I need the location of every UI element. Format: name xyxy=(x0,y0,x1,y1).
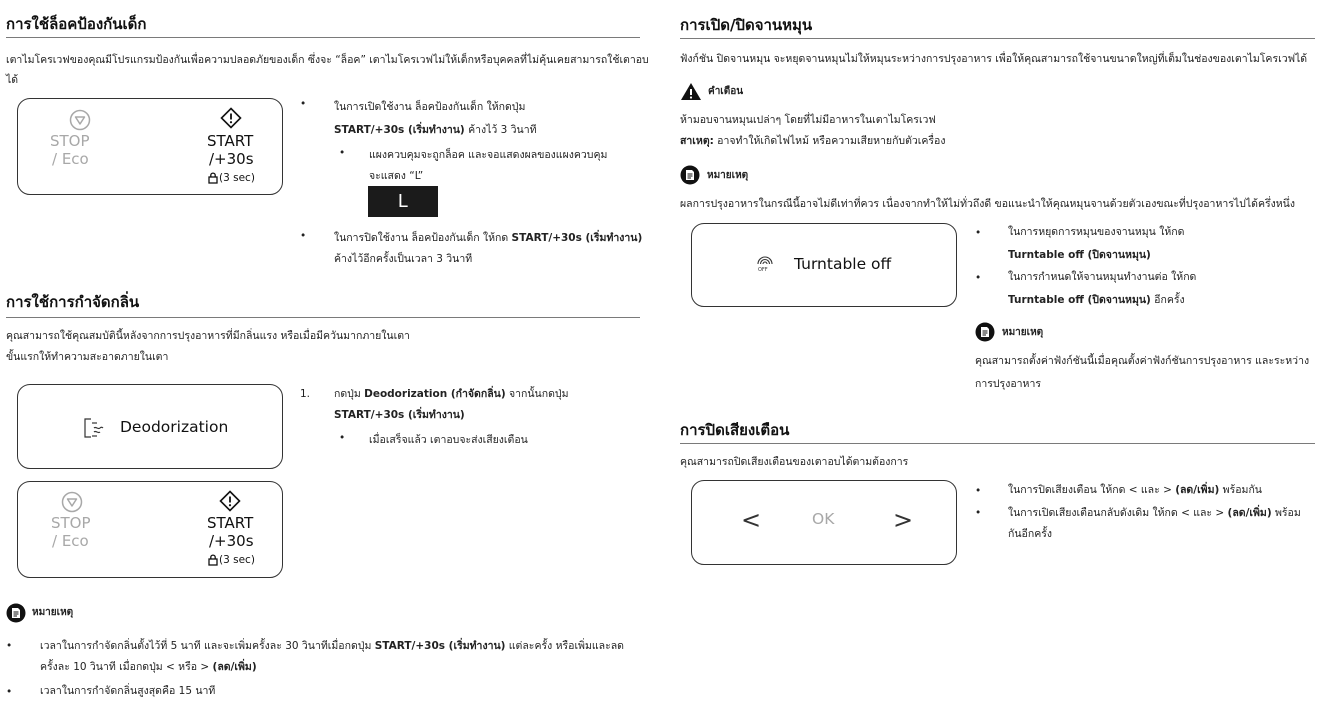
increase-arrow-button[interactable]: > xyxy=(893,506,914,534)
start-button-label[interactable]: START xyxy=(207,132,254,150)
bullet-marker: • xyxy=(300,98,307,110)
turntable-resume-text-2 xyxy=(1008,290,1185,310)
deodorization-desc-line1: คุณสามารถใช้คุณสมบัตินี้หลังจากการปรุงอาหารที่มีกลิ่นแรง หรือเมื่อมีควันมากภายในเตา xyxy=(6,330,410,342)
start-icon xyxy=(220,107,242,129)
turntable-heading: การเปิด/ปิดจานหมุน xyxy=(680,16,813,34)
note-item-1-line1 xyxy=(40,636,624,656)
note-icon xyxy=(6,603,26,623)
deodorization-heading: การใช้การกำจัดกลิ่น xyxy=(6,293,140,311)
stop-icon xyxy=(69,109,91,131)
sound-off-desc: คุณสามารถปิดเสียงเตือนของเตาอบได้ตามต้องการ xyxy=(680,456,909,468)
lock-icon xyxy=(208,554,218,566)
control-panel-child-lock xyxy=(17,98,283,195)
disable-intro: ในการปิดใช้งาน ล็อคป้องกันเด็ก ให้กด xyxy=(334,232,512,244)
turntable-resume-text: ในการกำหนดให้จานหมุนทำงานต่อ ให้กด xyxy=(1008,271,1197,283)
bullet-marker: • xyxy=(975,485,982,497)
hold-3sec-text: ค้างไว้ 3 วินาที xyxy=(464,124,537,136)
cause-label: สาเหตุ: xyxy=(680,135,714,147)
section-divider xyxy=(6,37,640,38)
note-title: หมายเหตุ xyxy=(707,170,749,181)
sound-off-intro: ในการปิดเสียงเตือน ให้กด < และ > xyxy=(1008,484,1176,496)
press-text: กดปุ่ม xyxy=(334,388,365,400)
arrow-buttons-ref: (ลด/เพิ่ม) xyxy=(1175,484,1220,496)
turntable-desc: ฟังก์ชัน ปิดจานหมุน จะหยุดจานหมุนไม่ให้หมุนระหว่างการปรุงอาหาร เพื่อให้คุณสามารถใช้จานขนาดใหญ่ที่เต็มในช่องของเตาไมโครเวฟได้ xyxy=(680,53,1308,65)
section-divider xyxy=(6,317,640,318)
sub-bullet-marker: • xyxy=(339,432,346,444)
child-lock-enable-text-2 xyxy=(334,120,537,140)
lcd-character: L xyxy=(397,191,409,212)
simultaneously-text: พร้อมกัน xyxy=(1219,484,1262,496)
stop-eco-label: / Eco xyxy=(52,532,89,550)
panel-locked-text: แผงควบคุมจะถูกล็อค และจอแสดงผลของแผงควบคุม xyxy=(369,149,608,161)
turntable-off-button-ref: Turntable off (ปิดจานหมุน) xyxy=(1008,294,1151,306)
control-panel-deodorization xyxy=(17,384,283,469)
lcd-display xyxy=(368,186,438,217)
start-plus30-label: /+30s xyxy=(209,150,254,168)
start-plus30-label: /+30s xyxy=(209,532,254,550)
display-shows-l-text: จะแสดง “L” xyxy=(369,170,424,182)
note-title: หมายเหตุ xyxy=(1002,327,1044,338)
note-text: แต่ละครั้ง หรือเพิ่มและลด xyxy=(505,640,624,652)
bullet-marker: • xyxy=(6,640,13,652)
control-panel-start xyxy=(17,481,283,578)
start-button-ref: START/+30s (เริ่มทำงาน) xyxy=(374,640,506,652)
warning-icon xyxy=(680,82,702,101)
off-tag: OFF xyxy=(758,267,768,273)
start-button-ref: START/+30s (เริ่มทำงาน) xyxy=(334,409,465,421)
then-press-text: จากนั้นกดปุ่ม xyxy=(505,388,569,400)
deodorization-desc-line2: ขั้นแรกให้ทำความสะอาดภายในเตา xyxy=(6,351,169,363)
deodorization-icon xyxy=(82,417,104,439)
turntable-note2-line1: คุณสามารถตั้งค่าฟังก์ชันนี้เมื่อคุณตั้งค่าฟังก์ชันการปรุงอาหาร และระหว่าง xyxy=(975,355,1310,367)
ok-button[interactable]: OK xyxy=(812,510,835,528)
warning-line2 xyxy=(680,131,946,151)
beep-when-done-text: เมื่อเสร็จแล้ว เตาอบจะส่งเสียงเตือน xyxy=(369,434,528,446)
note-icon xyxy=(680,165,700,185)
turntable-note-text: ผลการปรุงอาหารในกรณีนี้อาจไม่ดีเท่าที่ควร เนื่องจากทำให้ไม่ทั่วถึงดี ขอแนะนำให้คุณหมุนจานด้วยตัวเองขณะที่ปรุงอาหารไปได้ครึ่งหนึ่ง xyxy=(680,198,1295,210)
bullet-marker: • xyxy=(975,227,982,239)
lock-icon xyxy=(208,172,218,184)
sound-off-text xyxy=(1008,480,1262,500)
bullet-marker: • xyxy=(300,230,307,242)
turntable-stop-text: ในการหยุดการหมุนของจานหมุน ให้กด xyxy=(1008,226,1185,238)
sound-off-heading: การปิดเสียงเตือน xyxy=(680,421,790,439)
arrow-buttons-ref: (ลด/เพิ่ม) xyxy=(212,661,257,673)
note-item-1-line2 xyxy=(40,657,257,677)
warning-title: คำเตือน xyxy=(708,86,744,97)
simultaneously-text: พร้อม xyxy=(1271,507,1301,519)
deodorization-button-label[interactable]: Deodorization xyxy=(120,418,229,436)
turntable-note2-line2: การปรุงอาหาร xyxy=(975,378,1041,390)
section-divider xyxy=(680,38,1315,39)
arrow-buttons-ref: (ลด/เพิ่ม) xyxy=(1227,507,1272,519)
sound-on-text xyxy=(1008,503,1301,523)
start-button-label[interactable]: START xyxy=(207,514,254,532)
again-text: อีกครั้ง xyxy=(1150,294,1185,306)
child-lock-heading: การใช้ล็อคป้องกันเด็ก xyxy=(6,15,147,33)
step-number: 1. xyxy=(300,388,311,400)
stop-button-label[interactable]: STOP xyxy=(51,514,91,532)
stop-icon xyxy=(61,491,83,513)
decrease-arrow-button[interactable]: < xyxy=(741,506,762,534)
sub-bullet-marker: • xyxy=(339,147,346,159)
stop-eco-label: / Eco xyxy=(52,150,89,168)
lock-duration-label: (3 sec) xyxy=(219,172,255,184)
sound-on-text-2: กันอีกครั้ง xyxy=(1008,528,1052,540)
note-item-2: เวลาในการกำจัดกลิ่นสูงสุดคือ 15 นาที xyxy=(40,685,216,697)
sound-on-intro: ในการเปิดเสียงเตือนกลับดังเดิม ให้กด < และ > xyxy=(1008,507,1228,519)
start-button-ref: START/+30s (เริ่มทำงาน) xyxy=(511,232,643,244)
child-lock-desc-line1: เตาไมโครเวฟของคุณมีโปรแกรมป้องกันเพื่อความปลอดภัยของเด็ก ซึ่งจะ “ล็อค” เตาไมโครเวฟไม่ให้เด็กหรือบุคคลที่ไม่คุ้นเคยสามารถใช้เตาอบ xyxy=(6,54,649,66)
turntable-off-button-ref: Turntable off (ปิดจานหมุน) xyxy=(1008,249,1151,261)
note-title: หมายเหตุ xyxy=(32,607,74,618)
child-lock-desc-line2: ได้ xyxy=(6,74,19,86)
section-divider xyxy=(680,443,1315,444)
stop-button-label[interactable]: STOP xyxy=(50,132,90,150)
start-button-ref: START/+30s (เริ่มทำงาน) xyxy=(334,124,465,136)
control-panel-turntable xyxy=(691,223,957,307)
note-icon xyxy=(975,322,995,342)
bullet-marker: • xyxy=(6,686,13,698)
control-panel-arrows xyxy=(691,480,957,565)
warning-line1: ห้ามอบจานหมุนเปล่าๆ โดยที่ไม่มีอาหารในเตาไมโครเวฟ xyxy=(680,114,936,126)
child-lock-enable-text: ในการเปิดใช้งาน ล็อคป้องกันเด็ก ให้กดปุ่ม xyxy=(334,101,526,113)
start-icon xyxy=(219,490,241,512)
lock-duration-label: (3 sec) xyxy=(219,554,255,566)
child-lock-disable-text-2: ค้างไว้อีกครั้งเป็นเวลา 3 วินาที xyxy=(334,253,473,265)
child-lock-disable-text xyxy=(334,228,642,248)
cause-text: อาจทำให้เกิดไฟไหม้ หรือความเสียหายกับตัวเครื่อง xyxy=(713,135,946,147)
turntable-off-button-label[interactable]: Turntable off xyxy=(794,255,892,273)
note-text: ครั้งละ 10 วินาที เมื่อกดปุ่ม < หรือ > xyxy=(40,661,213,673)
bullet-marker: • xyxy=(975,272,982,284)
deodorization-step-text xyxy=(334,384,569,404)
deodorization-button-ref: Deodorization (กำจัดกลิ่น) xyxy=(364,388,506,400)
bullet-marker: • xyxy=(975,507,982,519)
note-text: เวลาในการกำจัดกลิ่นตั้งไว้ที่ 5 นาที และจะเพิ่มครั้งละ 30 วินาทีเมื่อกดปุ่ม xyxy=(40,640,375,652)
